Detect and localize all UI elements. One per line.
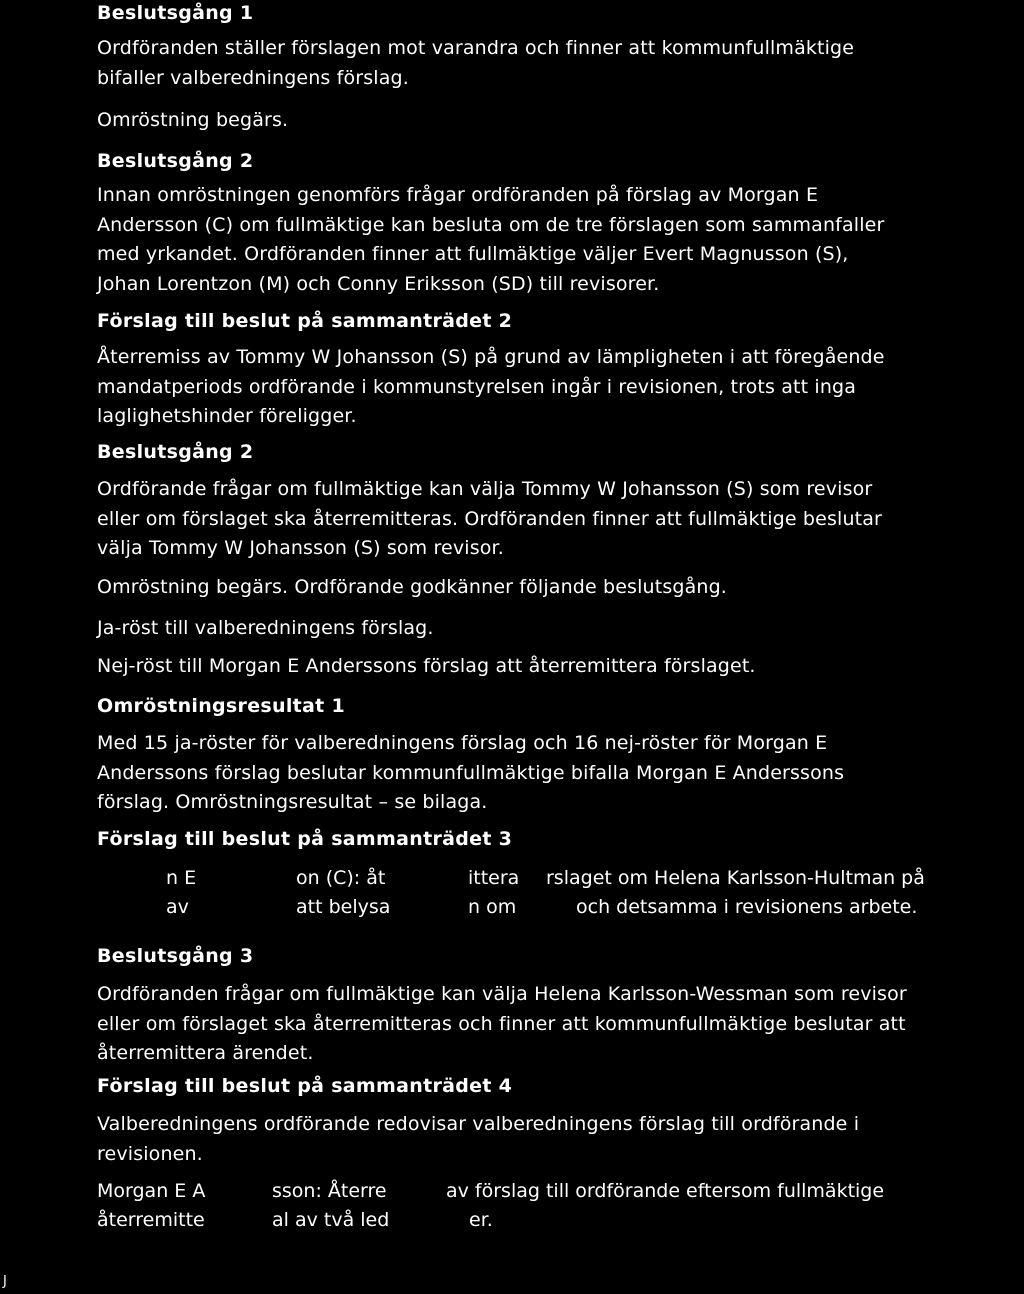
heading-beslutsgang-3: Beslutsgång 3 bbox=[97, 945, 254, 967]
paragraph: Ordföranden frågar om fullmäktige kan välja Helena Karlsson-Wessman som revisor eller om förslaget ska återremitteras och finner att kommunfullmäktige beslutar att återremittera ärendet. bbox=[97, 983, 907, 1064]
heading-forslag-3: Förslag till beslut på sammanträdet 3 bbox=[97, 828, 513, 850]
fragment-text: och detsamma i revisionens arbete. bbox=[576, 896, 918, 918]
paragraph: Ordförande frågar om fullmäktige kan välja Tommy W Johansson (S) som revisor eller om förslaget ska återremitteras. Ordföranden finner att fullmäktige beslutar välja Tommy W Johansson (S) som revisor. bbox=[97, 478, 882, 559]
fragment-text: Morgan E A bbox=[97, 1180, 206, 1202]
paragraph: Återremiss av Tommy W Johansson (S) på grund av lämpligheten i att föregående mandatperiods ordförande i kommunstyrelsen ingår i revisionen, trots att inga laglighetshinder föreligger. bbox=[97, 346, 885, 427]
fragment-text: rslaget om Helena Karlsson-Hultman på bbox=[546, 867, 925, 889]
paragraph: Valberedningens ordförande redovisar valberedningens förslag till ordförande i revisionen. bbox=[97, 1113, 860, 1165]
fragment-text: on (C): åt bbox=[296, 867, 386, 889]
fragment-text: att belysa bbox=[296, 896, 391, 918]
fragment-text: n E bbox=[166, 867, 197, 889]
fragment-text: ittera bbox=[468, 867, 520, 889]
heading-forslag-4: Förslag till beslut på sammanträdet 4 bbox=[97, 1075, 513, 1097]
heading-beslutsgang-2: Beslutsgång 2 bbox=[97, 150, 254, 172]
fragment-text: er. bbox=[469, 1209, 493, 1231]
heading-beslutsgang-1: Beslutsgång 1 bbox=[97, 2, 254, 24]
paragraph: Ja-röst till valberedningens förslag. bbox=[97, 617, 434, 639]
paragraph: Ordföranden ställer förslagen mot varandra och finner att kommunfullmäktige bifaller valberedningens förslag. bbox=[97, 37, 855, 89]
fragment-text: al av två led bbox=[272, 1209, 390, 1231]
fragment-text: återremitte bbox=[97, 1209, 205, 1231]
paragraph: Innan omröstningen genomförs frågar ordföranden på förslag av Morgan E Andersson (C) om fullmäktige kan besluta om de tre förslagen som sammanfaller med yrkandet. Ordföranden finner att fullmäktige väljer Evert Magnusson (S), Johan Lorentzon (M) och Conny Eriksson (SD) till revisorer. bbox=[97, 184, 885, 295]
paragraph: Omröstning begärs. bbox=[97, 109, 289, 131]
fragment-text: sson: Återre bbox=[272, 1180, 387, 1202]
paragraph: Nej-röst till Morgan E Anderssons förslag att återremittera förslaget. bbox=[97, 655, 756, 677]
paragraph: Med 15 ja-röster för valberedningens förslag och 16 nej-röster för Morgan E Anderssons förslag beslutar kommunfullmäktige bifalla Morgan E Anderssons förslag. Omröstningsresultat – se bilaga. bbox=[97, 732, 845, 813]
paragraph: Omröstning begärs. Ordförande godkänner följande beslutsgång. bbox=[97, 576, 727, 598]
fragment-text: av förslag till ordförande eftersom fullmäktige bbox=[446, 1180, 885, 1202]
corner-mark: J bbox=[3, 1274, 7, 1289]
fragment-text: av bbox=[166, 896, 189, 918]
heading-forslag-2: Förslag till beslut på sammanträdet 2 bbox=[97, 310, 513, 332]
heading-beslutsgang-2b: Beslutsgång 2 bbox=[97, 441, 254, 463]
fragment-text: n om bbox=[468, 896, 517, 918]
heading-omrostningsresultat-1: Omröstningsresultat 1 bbox=[97, 695, 345, 717]
